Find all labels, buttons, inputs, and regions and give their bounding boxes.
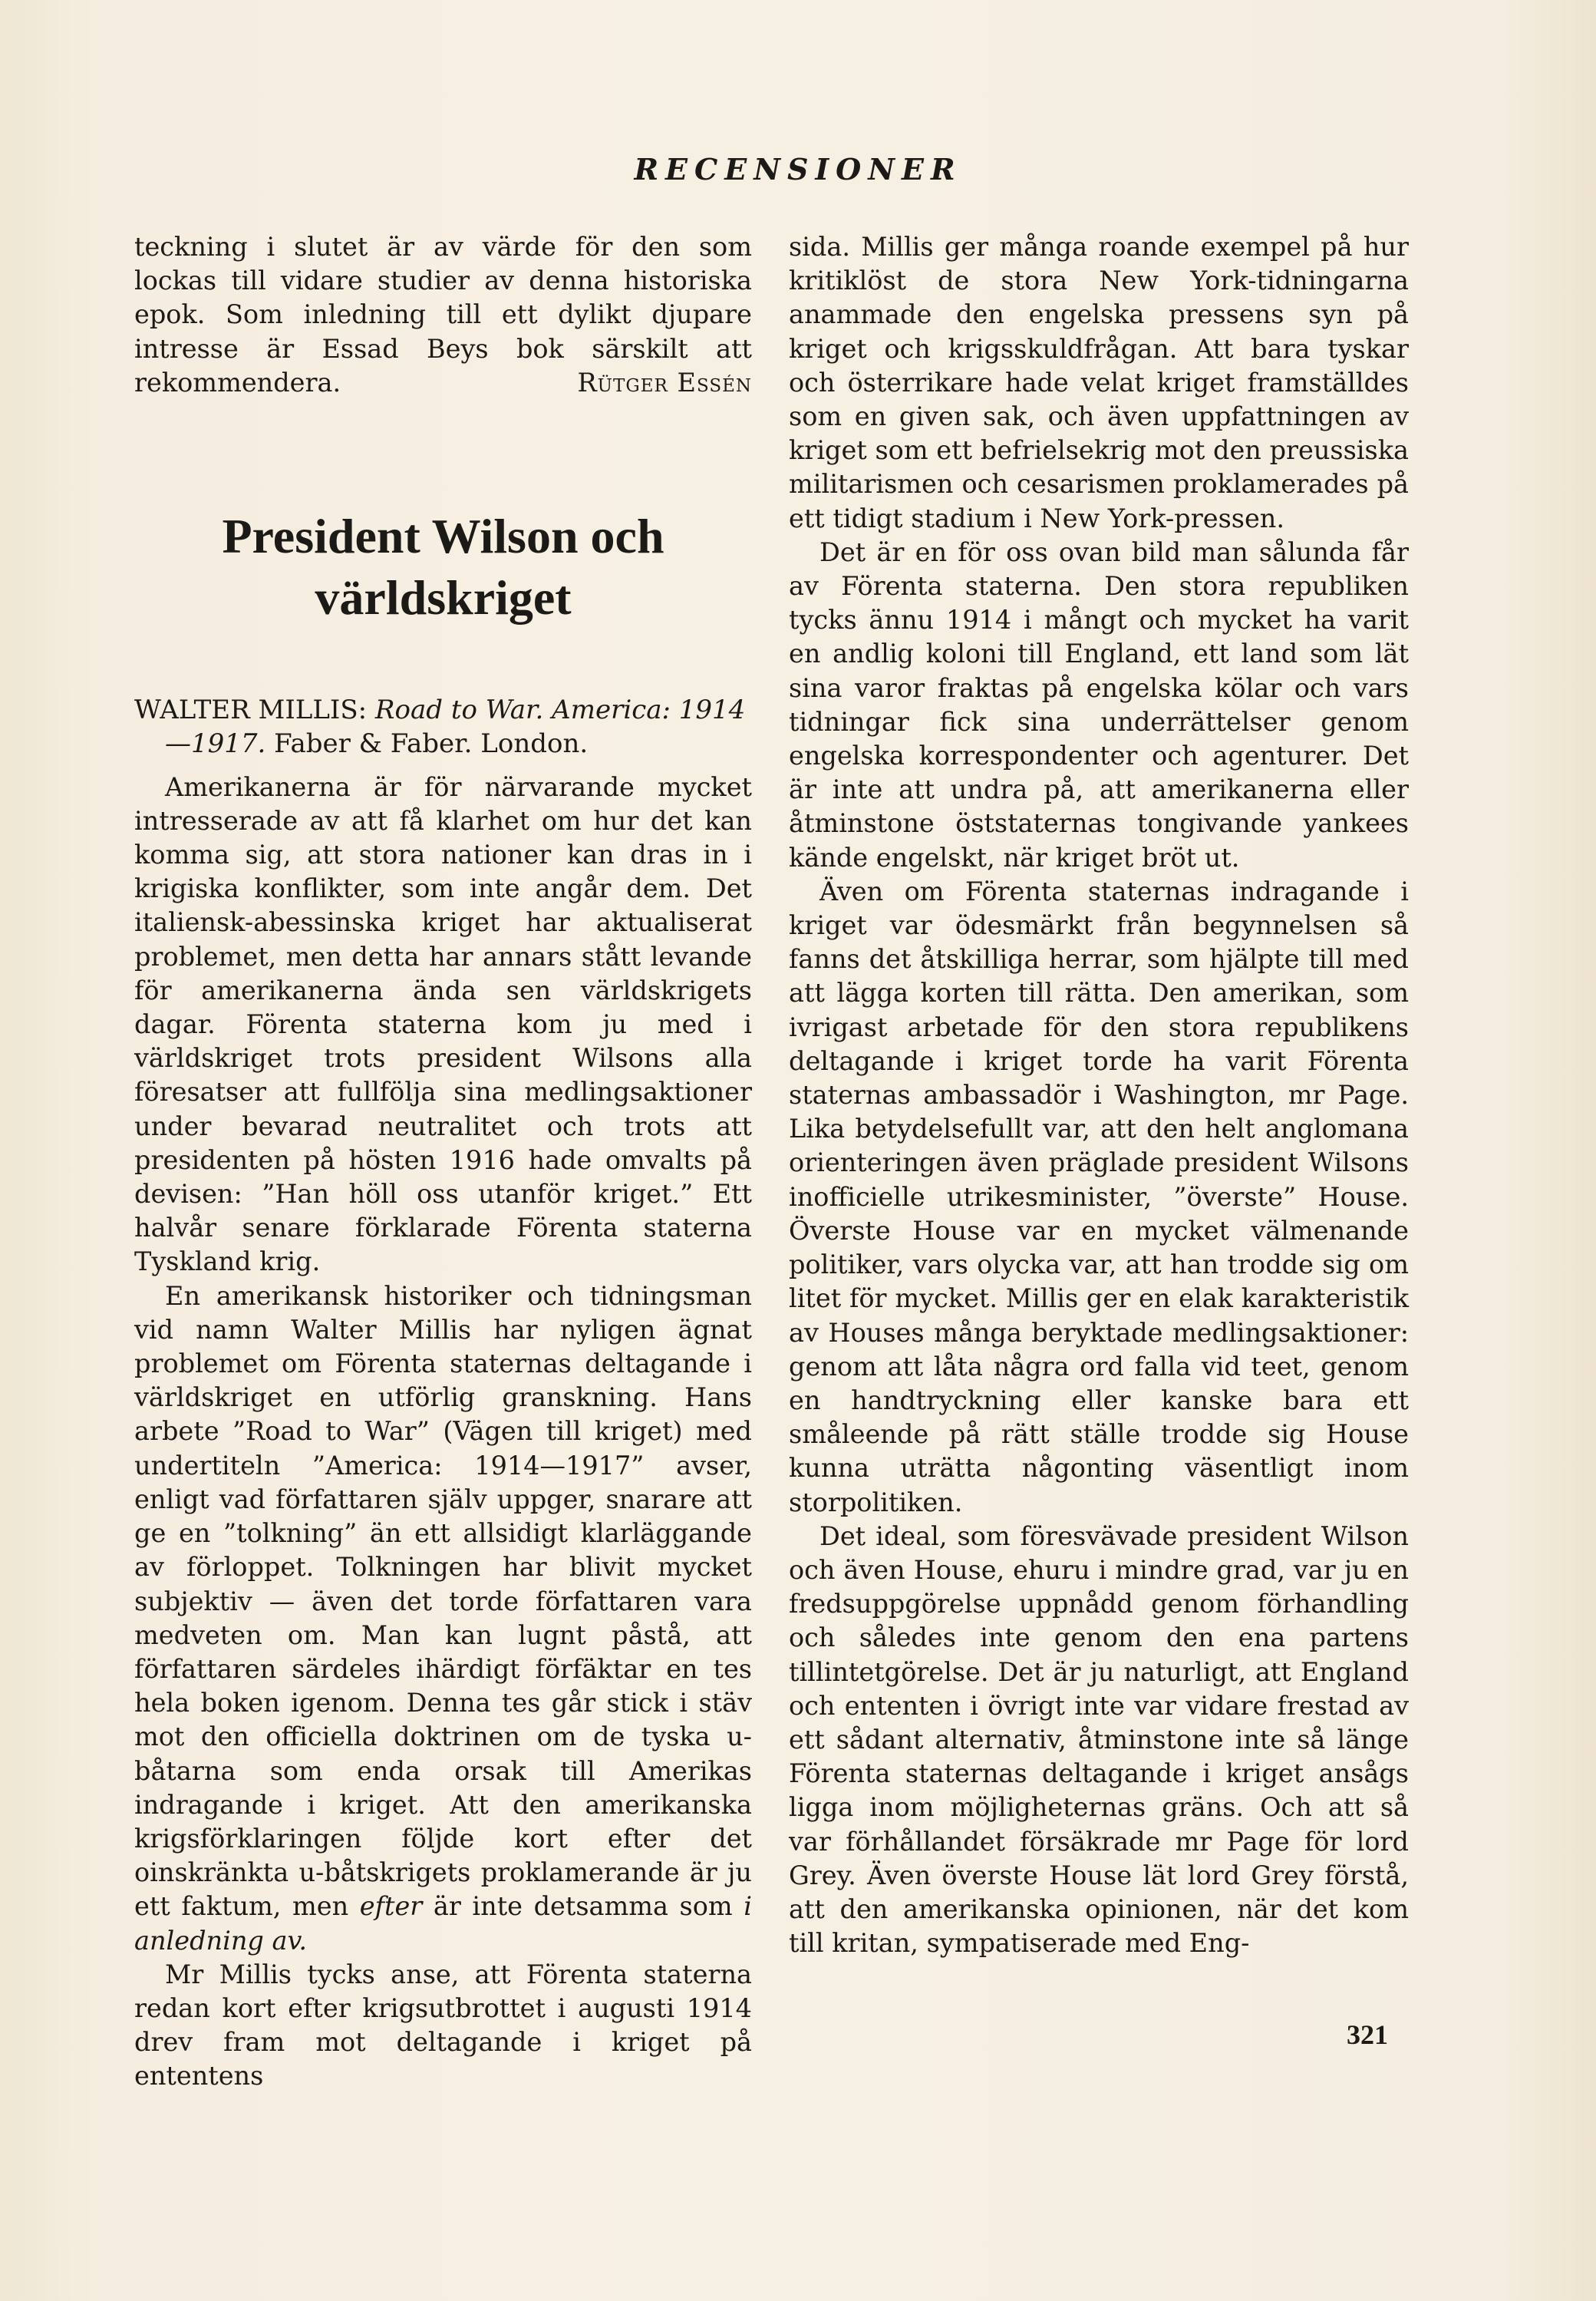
reviewer-signature: Rütger Essén — [577, 368, 752, 398]
right-column — [789, 230, 1409, 1960]
bibliographic-entry — [134, 693, 752, 761]
emphasis: i anledning av. — [134, 1891, 752, 1956]
paragraph: Det ideal, som föresvävade president Wilson och även House, ehuru i mindre grad, var ju en fredsuppgörelse uppnådd genom förhandling och således inte genom den ena partens tillintetgörelse. Det är ju naturligt, att England och ententen i övrigt inte var vidare frestad av ett sådant alternativ, åtminstone inte så länge Förenta staternas deltagande i kriget ansågs ligga inom möjligheternas gräns. Och att så var förhållandet försäkrade mr Page för lord Grey. Även överste House lät lord Grey förstå, att den amerikanska opinionen, när det kom till kritan, sympatiserade med Eng- — [789, 1520, 1409, 1959]
emphasis: efter — [359, 1891, 423, 1922]
book-author: WALTER MILLIS: — [134, 695, 368, 726]
paragraph: En amerikansk historiker och tidningsman vid namn Walter Millis har nyligen ägnat problemet om Förenta staternas deltagande i världskriget en utförlig granskning. Hans arbete ”Road to War” (Vägen till kriget) med undertiteln ”America: 1914—1917” avser, enligt vad författaren själv uppger, snarare att ge en ”tolkning” än ett allsidigt klarläggande av förloppet. Tolkningen har blivit mycket subjektiv — även det torde författaren vara medveten om. Man kan lugnt påstå, att författaren särdeles ihärdigt förfäktar en tes hela boken igenom. Denna tes går stick i stäv mot den officiella doktrinen om de tyska u-båtarna som enda orsak till Amerikas indragande i kriget. Att den amerikanska krigsförklaringen följde kort efter det oinskränkta u-båtskrigets proklamerande är ju ett faktum, men efter är inte detsamma som i anledning av. — [134, 1280, 752, 1956]
book-title: Road to War. America: 1914—1917. — [165, 695, 746, 760]
book-publisher: Faber & Faber. London. — [274, 728, 589, 760]
article-title: President Wilson och världskriget — [222, 509, 664, 626]
left-column — [134, 230, 752, 2094]
page-number: 321 — [1347, 2019, 1388, 2050]
running-head: RECENSIONER — [634, 152, 962, 187]
paragraph: Amerikanerna är för närvarande mycket intresserade av att få klarhet om hur det kan komma sig, att stora nationer kan dras in i krigiska konflikter, som inte angår dem. Det italiensk-abessinska kriget har aktualiserat problemet, men detta har annars stått levande för amerikanerna ända sen världskrigets dagar. Förenta staterna kom ju med i världskriget trots president Wilsons alla föresatser att fullfölja sina medlingsaktioner under bevarad neutralitet och trots att presidenten på hösten 1916 hade omvalts på devisen: ”Han höll oss utanför kriget.” Ett halvår senare förklarade Förenta staterna Tyskland krig. — [134, 771, 752, 1277]
paragraph: sida. Millis ger många roande exempel på hur kritiklöst de stora New York-tidningarna anammade den engelska pressens syn på kriget och krigsskuldfrågan. Att bara tyskar och österrikare hade velat kriget framställdes som en given sak, och även uppfattningen av kriget som ett befrielsekrig mot den preussiska militarismen och cesarismen proklamerades på ett tidigt stadium i New York-pressen. — [789, 232, 1409, 533]
paragraph: Mr Millis tycks anse, att Förenta staterna redan kort efter krigsutbrottet i augusti 1914 drev fram mot deltagande i kriget på ententens — [134, 1959, 752, 2091]
previous-review-ending: teckning i slutet är av värde för den som lockas till vidare studier av denna historiska epok. Som inledning till ett dylikt djupare intresse är Essad Beys bok särskilt att rekommendera. — [134, 232, 752, 398]
paragraph: Det är en för oss ovan bild man sålunda får av Förenta staterna. Den stora republiken tycks ännu 1914 i mångt och mycket ha varit en andlig koloni till England, ett land som lät sina varor fraktas på engelska kölar och vars tidningar fick sina underrättelser genom engelska korrespondenter och agenturer. Det är inte att undra på, att amerikanerna eller åtminstone öststaternas tongivande yankees kände engelskt, när kriget bröt ut. — [789, 536, 1409, 873]
paragraph: Även om Förenta staternas indragande i kriget var ödesmärkt från begynnelsen så fanns det åtskilliga herrar, som hjälpte till med att lägga korten till rätta. Den amerikan, som ivrigast arbetade för den stora republikens deltagande i kriget torde ha varit Förenta staternas ambassadör i Washington, mr Page. Lika betydelsefullt var, att den helt anglomana orienteringen även präglade president Wilsons inofficielle utrikesminister, ”överste” House. Överste House var en mycket välmenande politiker, vars olycka var, att han trodde sig om litet för mycket. Millis ger en elak karakteristik av Houses många beryktade medlingsaktioner: genom att låta några ord falla vid teet, genom en handtryckning eller kanske bara ett småleende på rätt ställe trodde sig House kunna uträtta någonting väsentligt inom storpolitiken. — [789, 876, 1409, 1517]
